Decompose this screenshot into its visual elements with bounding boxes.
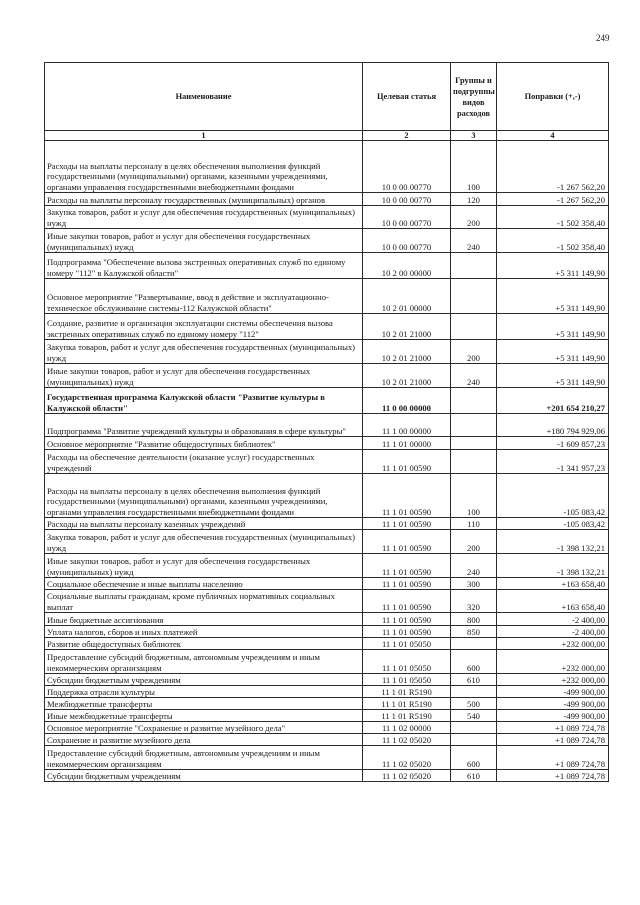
table-row [45, 388, 609, 414]
row-expense-group: 120 [451, 193, 497, 206]
row-target-code: 10 0 00 00770 [363, 206, 451, 229]
row-expense-group [451, 253, 497, 279]
row-expense-group [451, 279, 497, 314]
row-expense-group: 600 [451, 746, 497, 770]
table-row [45, 474, 609, 518]
row-target-code: 11 1 02 00000 [363, 722, 451, 734]
row-amendment-amount: -105 083,42 [497, 518, 609, 530]
row-target-code: 10 2 01 21000 [363, 314, 451, 340]
row-name: Расходы на выплаты персоналу в целях обеспечения выполнения функций государственными (муниципальными) органами, казенными учреждениями, органами управления государственными внебюджетными фондами [45, 474, 363, 518]
header-amendments: Поправки (+,-) [497, 63, 609, 131]
table-row [45, 554, 609, 578]
row-expense-group: 600 [451, 650, 497, 674]
row-name: Социальное обеспечение и иные выплаты населению [45, 578, 363, 590]
row-target-code: 10 0 00 00770 [363, 193, 451, 206]
row-name: Расходы на выплаты персоналу государственных (муниципальных) органов [45, 193, 363, 206]
row-name: Основное мероприятие "Развитие общедоступных библиотек" [45, 437, 363, 450]
row-name: Межбюджетные трансферты [45, 698, 363, 710]
row-expense-group: 240 [451, 554, 497, 578]
row-target-code: 11 1 01 00590 [363, 518, 451, 530]
table-row [45, 746, 609, 770]
row-name: Подпрограмма "Обеспечение вызова экстренных оперативных служб по единому номеру "112" в Калужской области" [45, 253, 363, 279]
row-expense-group [451, 450, 497, 474]
row-amendment-amount: -1 267 562,20 [497, 141, 609, 193]
table-row [45, 710, 609, 722]
table-row [45, 364, 609, 388]
row-target-code: 11 1 01 R5190 [363, 686, 451, 698]
table-row [45, 770, 609, 782]
table-row [45, 253, 609, 279]
page-number: 249 [596, 33, 610, 43]
row-expense-group: 240 [451, 364, 497, 388]
table-row [45, 314, 609, 340]
table-row [45, 193, 609, 206]
row-expense-group: 800 [451, 613, 497, 626]
row-amendment-amount: -1 502 358,40 [497, 206, 609, 229]
row-target-code: 11 1 01 R5190 [363, 698, 451, 710]
row-amendment-amount: +1 089 724,78 [497, 746, 609, 770]
row-amendment-amount: +5 311 149,90 [497, 340, 609, 364]
row-expense-group [451, 388, 497, 414]
row-name: Социальные выплаты гражданам, кроме публичных нормативных социальных выплат [45, 590, 363, 613]
table-row [45, 590, 609, 613]
row-target-code: 11 1 01 00590 [363, 578, 451, 590]
row-name: Иные закупки товаров, работ и услуг для обеспечения государственных (муниципальных) нужд [45, 229, 363, 253]
table-row [45, 450, 609, 474]
row-expense-group: 200 [451, 340, 497, 364]
row-name: Предоставление субсидий бюджетным, автономным учреждениям и иным некоммерческим организациям [45, 650, 363, 674]
col-number: 1 [45, 131, 363, 141]
row-name: Основное мероприятие "Развертывание, ввод в действие и эксплуатационно-техническое обслуживание системы-112 Калужской области" [45, 279, 363, 314]
row-target-code: 11 1 02 05020 [363, 734, 451, 746]
table-row [45, 340, 609, 364]
table-row [45, 650, 609, 674]
row-target-code: 10 2 01 00000 [363, 279, 451, 314]
table-row [45, 279, 609, 314]
table-row [45, 414, 609, 437]
row-name: Иные межбюджетные трансферты [45, 710, 363, 722]
row-expense-group [451, 638, 497, 650]
row-target-code: 10 2 01 21000 [363, 364, 451, 388]
table-header-row [45, 63, 609, 131]
row-amendment-amount: +232 000,00 [497, 638, 609, 650]
row-name: Основное мероприятие "Сохранение и развитие музейного дела" [45, 722, 363, 734]
row-amendment-amount: -1 398 132,21 [497, 530, 609, 554]
row-name: Подпрограмма "Развитие учреждений культуры и образования в сфере культуры" [45, 414, 363, 437]
row-expense-group [451, 722, 497, 734]
row-expense-group: 110 [451, 518, 497, 530]
row-target-code: 11 1 01 00590 [363, 474, 451, 518]
row-amendment-amount: +1 089 724,78 [497, 770, 609, 782]
row-amendment-amount: +232 000,00 [497, 650, 609, 674]
row-name: Расходы на выплаты персоналу казенных учреждений [45, 518, 363, 530]
table-row [45, 686, 609, 698]
row-name: Субсидии бюджетным учреждениям [45, 770, 363, 782]
row-amendment-amount: +163 658,40 [497, 590, 609, 613]
row-expense-group: 300 [451, 578, 497, 590]
row-amendment-amount: +201 654 210,27 [497, 388, 609, 414]
row-name: Развитие общедоступных библиотек [45, 638, 363, 650]
row-expense-group: 320 [451, 590, 497, 613]
row-name: Государственная программа Калужской области "Развитие культуры в Калужской области" [45, 388, 363, 414]
row-name: Уплата налогов, сборов и иных платежей [45, 626, 363, 638]
header-name: Наименование [45, 63, 363, 131]
row-expense-group: 850 [451, 626, 497, 638]
row-expense-group [451, 414, 497, 437]
row-amendment-amount: -2 400,00 [497, 626, 609, 638]
table-row [45, 206, 609, 229]
row-amendment-amount: +5 311 149,90 [497, 314, 609, 340]
row-name: Иные закупки товаров, работ и услуг для обеспечения государственных (муниципальных) нужд [45, 554, 363, 578]
table-row [45, 229, 609, 253]
col-number: 3 [451, 131, 497, 141]
row-expense-group: 100 [451, 474, 497, 518]
row-name: Создание, развитие и организация эксплуатации системы обеспечения вызова экстренных оперативных служб по единому номеру "112" [45, 314, 363, 340]
header-target-article: Целевая статья [363, 63, 451, 131]
row-amendment-amount: +232 000,00 [497, 674, 609, 686]
row-name: Сохранение и развитие музейного дела [45, 734, 363, 746]
row-target-code: 11 1 02 05020 [363, 746, 451, 770]
table-row [45, 141, 609, 193]
col-number: 4 [497, 131, 609, 141]
row-expense-group: 100 [451, 141, 497, 193]
table-row [45, 518, 609, 530]
row-amendment-amount: -1 609 857,23 [497, 437, 609, 450]
row-expense-group [451, 437, 497, 450]
row-target-code: 11 1 01 05050 [363, 674, 451, 686]
row-target-code: 11 1 01 00590 [363, 450, 451, 474]
row-target-code: 11 1 01 R5190 [363, 710, 451, 722]
budget-table [44, 62, 609, 782]
row-name: Субсидии бюджетным учреждениям [45, 674, 363, 686]
row-target-code: 10 0 00 00770 [363, 229, 451, 253]
row-target-code: 10 0 00 00770 [363, 141, 451, 193]
row-expense-group: 500 [451, 698, 497, 710]
row-target-code: 11 1 01 00590 [363, 590, 451, 613]
row-amendment-amount: +5 311 149,90 [497, 364, 609, 388]
row-expense-group: 200 [451, 206, 497, 229]
row-name: Расходы на обеспечение деятельности (оказание услуг) государственных учреждений [45, 450, 363, 474]
row-amendment-amount: +180 794 929,06 [497, 414, 609, 437]
row-amendment-amount: -1 502 358,40 [497, 229, 609, 253]
header-expense-groups: Группы и подгруппы видов расходов [451, 63, 497, 131]
row-amendment-amount: -1 398 132,21 [497, 554, 609, 578]
row-target-code: 11 1 00 00000 [363, 414, 451, 437]
row-target-code: 11 1 01 00000 [363, 437, 451, 450]
row-expense-group: 200 [451, 530, 497, 554]
row-name: Расходы на выплаты персоналу в целях обеспечения выполнения функций государственными (муниципальными) органами, казенными учреждениями, органами управления государственными внебюджетными фондами [45, 141, 363, 193]
row-target-code: 11 1 01 00590 [363, 626, 451, 638]
column-number-row [45, 131, 609, 141]
row-amendment-amount: -499 900,00 [497, 710, 609, 722]
row-expense-group: 240 [451, 229, 497, 253]
row-amendment-amount: -499 900,00 [497, 698, 609, 710]
table-row [45, 530, 609, 554]
row-amendment-amount: +1 089 724,78 [497, 722, 609, 734]
row-expense-group [451, 734, 497, 746]
row-name: Поддержка отрасли культуры [45, 686, 363, 698]
table-row [45, 613, 609, 626]
table-row [45, 698, 609, 710]
row-amendment-amount: -2 400,00 [497, 613, 609, 626]
row-amendment-amount: -1 341 957,23 [497, 450, 609, 474]
row-name: Закупка товаров, работ и услуг для обеспечения государственных (муниципальных) нужд [45, 340, 363, 364]
table-row [45, 578, 609, 590]
row-target-code: 10 2 01 21000 [363, 340, 451, 364]
row-amendment-amount: -1 267 562,20 [497, 193, 609, 206]
row-name: Иные бюджетные ассигнования [45, 613, 363, 626]
row-name: Закупка товаров, работ и услуг для обеспечения государственных (муниципальных) нужд [45, 206, 363, 229]
row-amendment-amount: +5 311 149,90 [497, 253, 609, 279]
row-target-code: 11 0 00 00000 [363, 388, 451, 414]
row-amendment-amount: -105 083,42 [497, 474, 609, 518]
row-target-code: 11 1 01 05050 [363, 650, 451, 674]
table-row [45, 638, 609, 650]
col-number: 2 [363, 131, 451, 141]
row-name: Закупка товаров, работ и услуг для обеспечения государственных (муниципальных) нужд [45, 530, 363, 554]
row-amendment-amount: +163 658,40 [497, 578, 609, 590]
row-name: Иные закупки товаров, работ и услуг для обеспечения государственных (муниципальных) нужд [45, 364, 363, 388]
table-row [45, 674, 609, 686]
row-amendment-amount: +1 089 724,78 [497, 734, 609, 746]
table-row [45, 722, 609, 734]
row-expense-group [451, 686, 497, 698]
row-target-code: 11 1 02 05020 [363, 770, 451, 782]
row-target-code: 11 1 01 05050 [363, 638, 451, 650]
table-row [45, 437, 609, 450]
row-amendment-amount: -499 900,00 [497, 686, 609, 698]
row-name: Предоставление субсидий бюджетным, автономным учреждениям и иным некоммерческим организациям [45, 746, 363, 770]
row-target-code: 11 1 01 00590 [363, 530, 451, 554]
row-expense-group [451, 314, 497, 340]
row-expense-group: 610 [451, 674, 497, 686]
row-expense-group: 610 [451, 770, 497, 782]
table-row [45, 626, 609, 638]
table-row [45, 734, 609, 746]
row-expense-group: 540 [451, 710, 497, 722]
row-target-code: 10 2 00 00000 [363, 253, 451, 279]
row-target-code: 11 1 01 00590 [363, 554, 451, 578]
row-target-code: 11 1 01 00590 [363, 613, 451, 626]
row-amendment-amount: +5 311 149,90 [497, 279, 609, 314]
